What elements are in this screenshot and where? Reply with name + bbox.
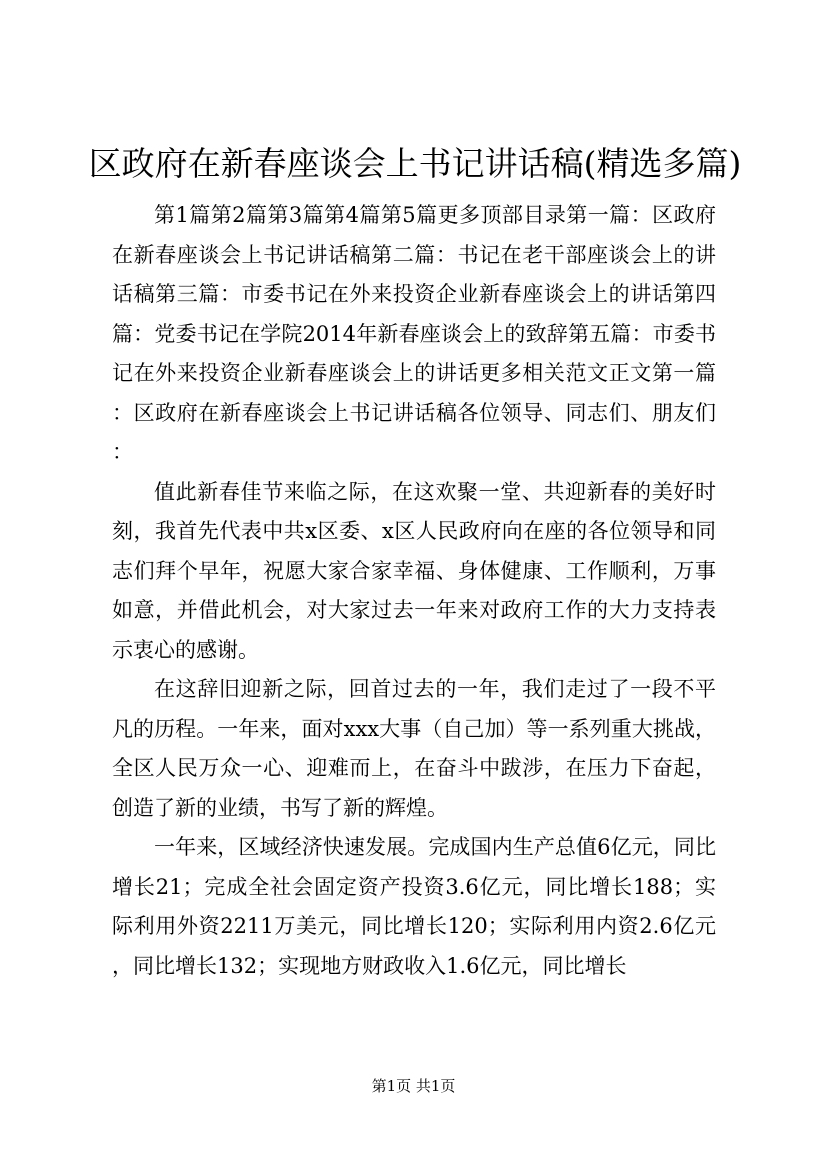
paragraph-table-of-contents: 第1篇第2篇第3篇第4篇第5篇更多顶部目录第一篇：区政府在新春座谈会上书记讲话稿第二篇：书记在老干部座谈会上的讲话稿第三篇：市委书记在外来投资企业新春座谈会上的讲话第四篇：党委书记在学院2014年新春座谈会上的致辞第五篇：市委书记在外来投资企业新春座谈会上的讲话更多相关范文正文第一篇：区政府在新春座谈会上书记讲话稿各位领导、同志们、朋友们： bbox=[112, 203, 716, 464]
page-footer: 第1页 共1页 bbox=[371, 1077, 456, 1095]
paragraph-economic-growth: 一年来，区域经济快速发展。完成国内生产总值6亿元，同比增长21；完成全社会固定资产投资3.6亿元，同比增长188；实际利用外资2211万美元，同比增长120；实际利用内资2.6亿元，同比增长132；实现地方财政收入1.6亿元，同比增长 bbox=[112, 835, 716, 978]
document-body bbox=[112, 196, 716, 986]
document-title: 区政府在新春座谈会上书记讲话稿(精选多篇) bbox=[88, 144, 742, 183]
paragraph-new-year-greeting: 值此新春佳节来临之际，在这欢聚一堂、共迎新春的美好时刻，我首先代表中共x区委、x区人民政府向在座的各位领导和同志们拜个早年，祝愿大家合家幸福、身体健康、工作顺利，万事如意，并借此机会，对大家过去一年来对政府工作的大力支持表示衷心的感谢。 bbox=[112, 479, 716, 662]
paragraph-year-review: 在这辞旧迎新之际，回首过去的一年，我们走过了一段不平凡的历程。一年来，面对xxx大事（自己加）等一系列重大挑战，全区人民万众一心、迎难而上，在奋斗中跋涉，在压力下奋起，创造了新的业绩，书写了新的辉煌。 bbox=[112, 677, 716, 820]
